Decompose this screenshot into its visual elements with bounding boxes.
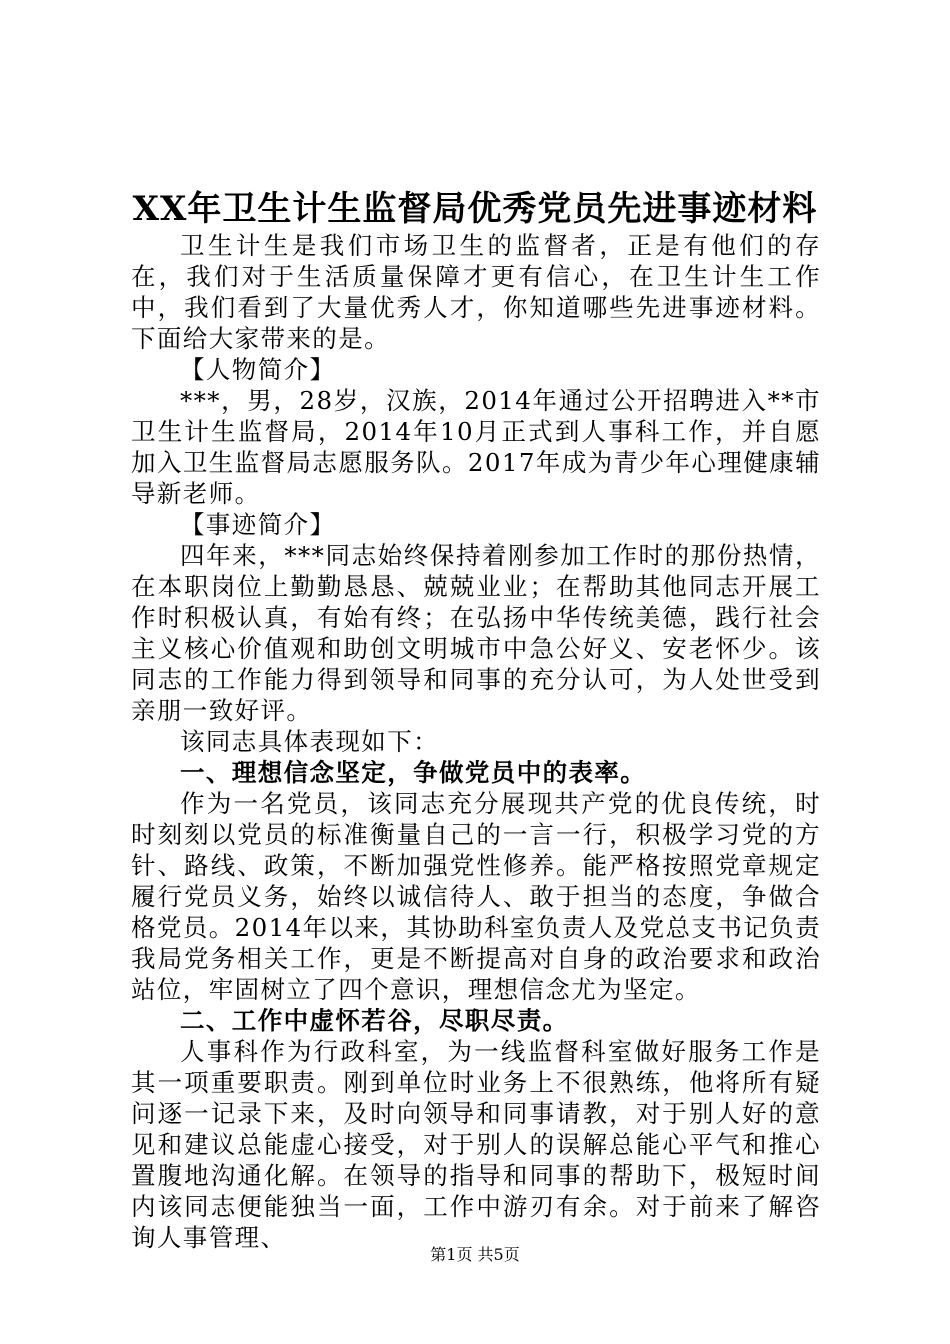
section-label-profile: 【人物简介】: [180, 355, 336, 384]
document-title: XX年卫生计生监督局优秀党员先进事迹材料: [132, 189, 818, 229]
document-body: [131, 230, 821, 1253]
section-heading-1: 一、理想信念坚定，争做党员中的表率。: [180, 758, 647, 787]
deeds-paragraph: 四年来，***同志始终保持着刚参加工作时的那份热情，在本职岗位上勤勤恳恳、兢兢业业；在帮助其他同志开展工作时积极认真，有始有终；在弘扬中华传统美德，践行社会主义核心价值观和助创文明城市中急公好义、安老怀少。该同志的工作能力得到领导和同事的充分认可，为人处世受到亲朋一致好评。: [131, 541, 821, 725]
performance-intro: 该同志具体表现如下：: [180, 727, 439, 756]
section-heading-2: 二、工作中虚怀若谷，尽职尽责。: [180, 1006, 569, 1035]
intro-paragraph: 卫生计生是我们市场卫生的监督者，正是有他们的存在，我们对于生活质量保障才更有信心，在卫生计生工作中，我们看到了大量优秀人才，你知道哪些先进事迹材料。下面给大家带来的是。: [131, 231, 821, 353]
section-2-paragraph: 人事科作为行政科室，为一线监督科室做好服务工作是其一项重要职责。刚到单位时业务上不很熟练，他将所有疑问逐一记录下来，及时向领导和同事请教，对于别人好的意见和建议总能虚心接受，对于别人的误解总能心平气和推心置腹地沟通化解。在领导的指导和同事的帮助下，极短时间内该同志便能独当一面，工作中游刃有余。对于前来了解咨询人事管理、: [131, 1037, 821, 1252]
profile-paragraph: ***，男，28岁，汉族，2014年通过公开招聘进入**市卫生计生监督局，2014年10月正式到人事科工作，并自愿加入卫生监督局志愿服务队。2017年成为青少年心理健康辅导新老师。: [131, 386, 821, 508]
section-1-paragraph: 作为一名党员，该同志充分展现共产党的优良传统，时时刻刻以党员的标准衡量自己的一言一行，积极学习党的方针、路线、政策，不断加强党性修养。能严格按照党章规定履行党员义务，始终以诚信待人、敢于担当的态度，争做合格党员。2014年以来，其协助科室负责人及党总支书记负责我局党务相关工作，更是不断提高对自身的政治要求和政治站位，牢固树立了四个意识，理想信念尤为坚定。: [131, 789, 821, 1004]
page-footer: 第1页 共5页: [430, 1245, 520, 1264]
section-label-deeds: 【事迹简介】: [180, 510, 336, 539]
